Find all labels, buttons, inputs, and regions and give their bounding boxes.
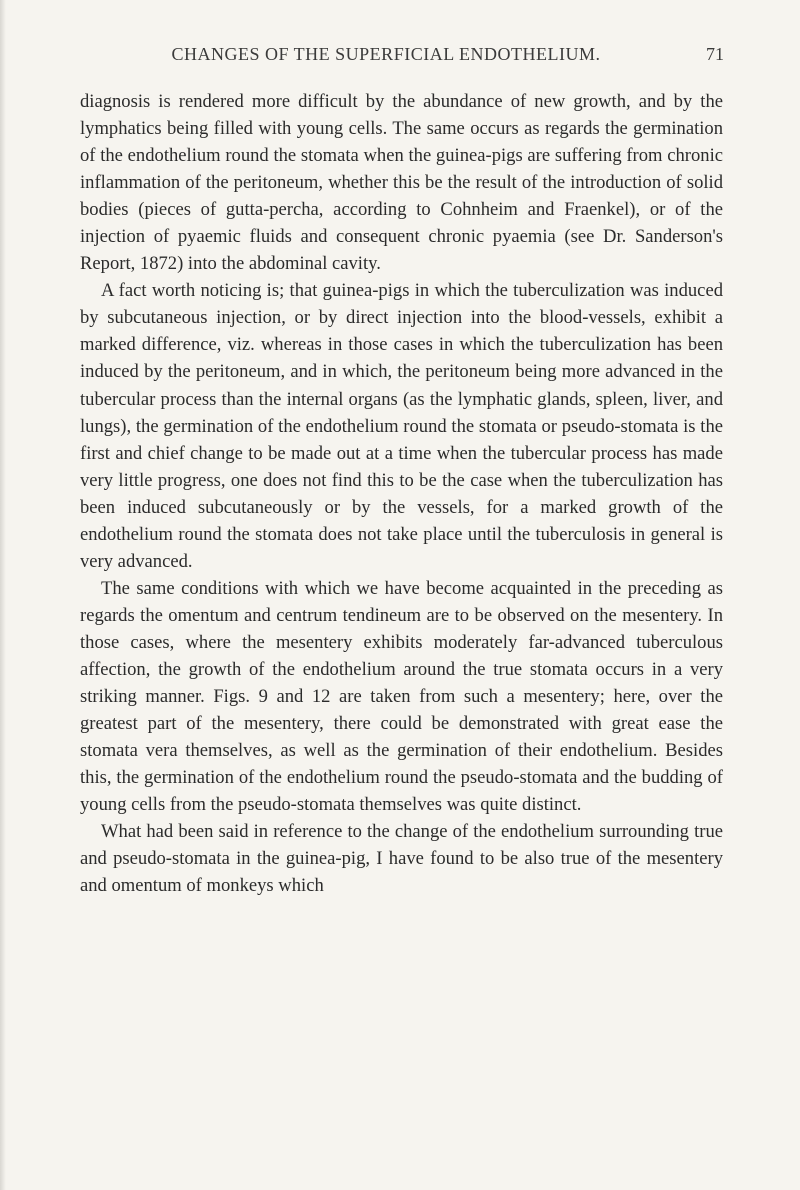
paragraph-1: diagnosis is rendered more difficult by the abundance of new growth, and by the lymphatics being filled with young cells. The same occurs as regards the germination of the endothelium round the stomata when the guinea-pigs are suffering from chronic inflammation of the peritoneum, whether this be the result of the introduction of solid bodies (pieces of gutta-percha, according to Cohnheim and Fraenkel), or of the injection of pyaemic fluids and consequent chronic pyaemia (see Dr. Sanderson's Report, 1872) into the abdominal cavity. [80, 91, 723, 275]
paragraph-3: The same conditions with which we have become acquainted in the preceding as regards the omentum and centrum tendineum are to be observed on the mesentery. In those cases, where the mesentery exhibits moderately far-advanced tuberculous affection, the growth of the endothelium around the true stomata occurs in a very striking manner. Figs. 9 and 12 are taken from such a mesentery; here, over the greatest part of the mesentery, there could be demonstrated with great ease the stomata vera themselves, as well as the germination of their endothelium. Besides this, the germination of the endothelium round the pseudo-stomata and the budding of young cells from the pseudo-stomata themselves was quite distinct. [80, 577, 723, 816]
page-number: 71 [706, 44, 724, 64]
body-text [80, 88, 723, 899]
paragraph-2: A fact worth noticing is; that guinea-pigs in which the tuberculization was induced by subcutaneous injection, or by direct injection into the blood-vessels, exhibit a marked difference, viz. whereas in those cases in which the tuberculization has been induced by the peritoneum, and in which, the peritoneum being more advanced in the tubercular process than the internal organs (as the lymphatic glands, spleen, liver, and lungs), the germination of the endothelium round the stomata or pseudo-stomata is the first and chief change to be made out at a time when the tubercular process has made very little progress, one does not find this to be the case when the tuberculization has been induced subcutaneously or by the vessels, for a marked growth of the endothelium round the stomata does not take place until the tuberculosis in general is very advanced. [80, 280, 723, 572]
running-title: CHANGES OF THE SUPERFICIAL ENDOTHELIUM. [171, 44, 601, 64]
running-header [88, 44, 724, 74]
paragraph-4: What had been said in reference to the change of the endothelium surrounding true and pseudo-stomata in the guinea-pig, I have found to be also true of the mesentery and omentum of monkeys which [80, 821, 723, 897]
page-edge-shadow [0, 0, 6, 1190]
